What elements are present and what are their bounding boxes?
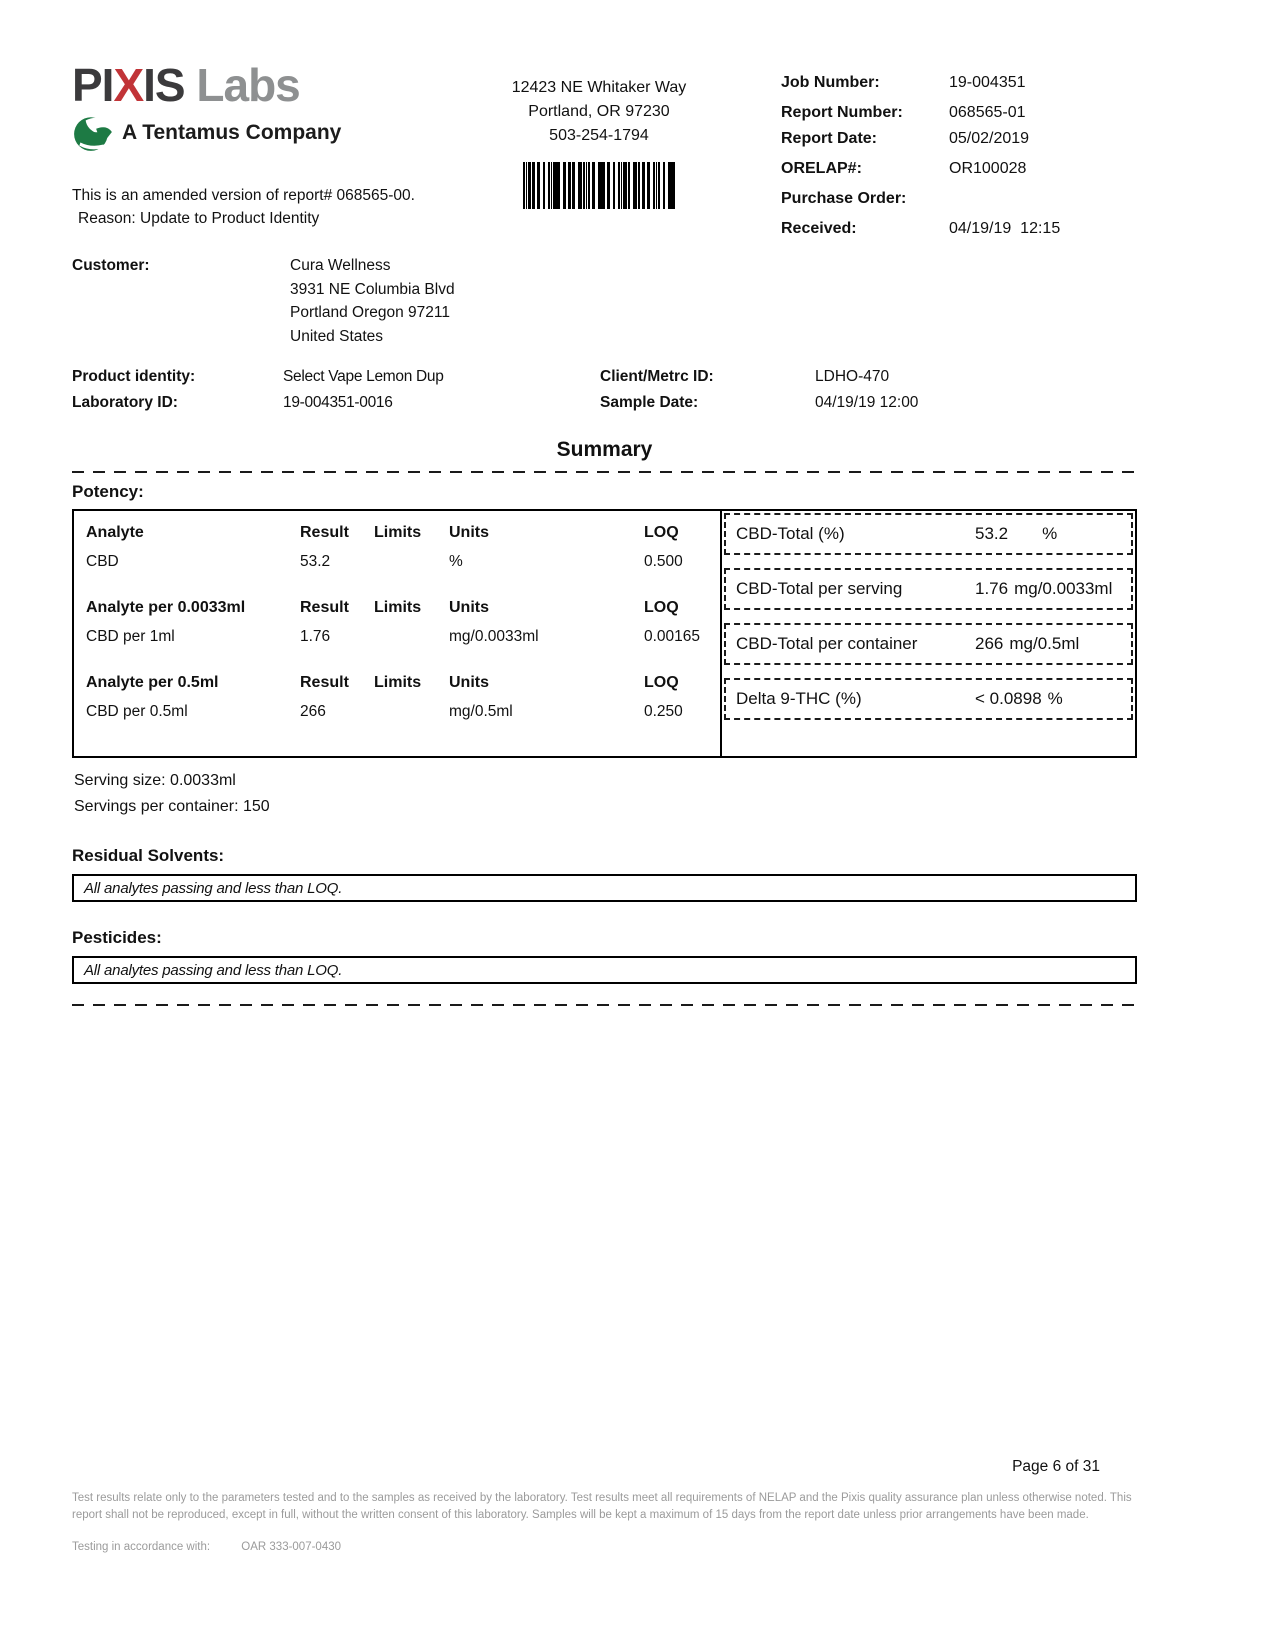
pesticides-heading: Pesticides: — [72, 928, 162, 947]
potency-data-row — [86, 702, 720, 722]
loq-value: 0.250 — [644, 703, 683, 720]
report-info-row — [781, 158, 1137, 179]
leaf-globe-icon — [72, 112, 114, 154]
logo-text-x: X — [113, 59, 144, 111]
potency-heading: Potency: — [72, 482, 144, 501]
pesticides-note: All analytes passing and less than LOQ. — [84, 961, 343, 979]
summary-title: Summary — [556, 438, 653, 461]
potency-box — [72, 509, 1137, 758]
orelap-label: ORELAP#: — [781, 160, 862, 177]
report-info-row — [781, 102, 1137, 123]
footer-disclaimer: Test results relate only to the parameters tested and to the samples as received by the laboratory. Test results meet all requirements of NELAP and the Pixis quality assurance plan unless otherwise noted. This report shall not be reproduced, except in full, without the written consent of this laboratory. Samples will be kept a maximum of 15 days from the report date unless prior arrangements have been made. — [72, 1492, 1132, 1521]
logo-block — [72, 59, 417, 230]
report-info-row — [781, 128, 1137, 149]
customer-address — [290, 254, 1137, 348]
result-value: 1.76 — [300, 628, 331, 645]
total-label: CBD-Total (%) — [736, 524, 845, 543]
total-value: 1.76 — [975, 579, 1009, 598]
job-number-label: Job Number: — [781, 74, 880, 91]
total-label: CBD-Total per container — [736, 634, 918, 653]
limits-value — [374, 552, 449, 572]
product-identity-label: Product identity: — [72, 368, 196, 385]
potency-table — [74, 511, 720, 756]
tentamus-tagline — [72, 112, 417, 154]
col-analyte: Analyte per 0.5ml — [86, 674, 219, 691]
report-number-value: 068565-01 — [949, 104, 1026, 121]
logo-text-is: IS — [143, 59, 185, 111]
total-row-cbd-total — [724, 513, 1133, 555]
report-info-row — [781, 72, 1137, 93]
potency-data-row — [86, 552, 720, 572]
limits-value — [374, 627, 449, 647]
lab-address-line2: Portland, OR 97230 — [528, 103, 670, 120]
sample-info — [72, 364, 1137, 416]
client-metrc-value: LDHO-470 — [815, 368, 890, 385]
sample-date-label: Sample Date: — [600, 394, 699, 411]
col-analyte: Analyte — [86, 524, 144, 541]
client-metrc-label: Client/Metrc ID: — [600, 368, 714, 385]
orelap-value: OR100028 — [949, 160, 1027, 177]
customer-address-line2: Portland Oregon 97211 — [290, 304, 450, 321]
laboratory-id-label: Laboratory ID: — [72, 394, 178, 411]
potency-header-row — [86, 598, 720, 618]
customer-section — [72, 254, 1137, 348]
report-header — [72, 59, 1137, 248]
amendment-line1: This is an amended version of report# 068565-00. — [72, 187, 415, 204]
limits-value — [374, 702, 449, 722]
page-number: Page 6 of 31 — [1012, 1458, 1100, 1475]
job-number-value: 19-004351 — [949, 74, 1026, 91]
customer-label: Customer: — [72, 257, 150, 274]
report-info-row — [781, 188, 1137, 209]
potency-section — [86, 523, 720, 572]
potency-header-row — [86, 673, 720, 693]
laboratory-id-value: 19-004351-0016 — [283, 394, 393, 411]
total-unit: % — [1047, 689, 1063, 708]
testing-accordance-label: Testing in accordance with: — [72, 1541, 211, 1553]
page-footer — [72, 1458, 1155, 1553]
col-loq: LOQ — [644, 524, 679, 541]
testing-accordance-line — [72, 1541, 1155, 1553]
serving-info — [72, 768, 1137, 820]
col-limits: Limits — [374, 599, 422, 616]
purchase-order-value — [949, 188, 1137, 209]
result-value: 266 — [300, 703, 326, 720]
lab-address — [417, 62, 781, 209]
customer-name: Cura Wellness — [290, 257, 391, 274]
total-unit: mg/0.5ml — [1009, 634, 1080, 653]
total-value: < 0.0898 — [975, 689, 1042, 708]
serving-size: Serving size: 0.0033ml — [74, 772, 236, 789]
total-unit: % — [1042, 524, 1058, 543]
barcode — [523, 162, 675, 209]
amendment-line2: Reason: Update to Product Identity — [78, 210, 320, 227]
total-value: 53.2 — [975, 524, 1009, 543]
col-result: Result — [300, 674, 349, 691]
pixis-logo — [72, 59, 417, 111]
result-value: 53.2 — [300, 553, 331, 570]
dashed-separator-bottom — [72, 1004, 1137, 1006]
units-value: mg/0.0033ml — [449, 628, 539, 645]
total-label: CBD-Total per serving — [736, 579, 903, 598]
potency-header-row — [86, 523, 720, 543]
col-loq: LOQ — [644, 674, 679, 691]
product-identity-value: Select Vape Lemon Dup — [283, 368, 444, 385]
lab-address-line3: 503-254-1794 — [549, 127, 649, 144]
loq-value: 0.500 — [644, 553, 683, 570]
report-info-row — [781, 218, 1137, 239]
units-value: % — [449, 553, 463, 570]
analyte-value: CBD — [86, 553, 119, 570]
col-units: Units — [449, 674, 489, 691]
total-row-cbd-per-serving — [724, 568, 1133, 610]
col-units: Units — [449, 524, 489, 541]
total-row-delta9-thc — [724, 678, 1133, 720]
tagline-text: A Tentamus Company — [122, 121, 342, 144]
lab-address-line1: 12423 NE Whitaker Way — [511, 79, 687, 96]
loq-value: 0.00165 — [644, 628, 701, 645]
report-info — [781, 62, 1137, 248]
col-result: Result — [300, 599, 349, 616]
logo-text-pi: PI — [72, 59, 114, 111]
residual-solvents-note: All analytes passing and less than LOQ. — [84, 879, 343, 897]
received-label: Received: — [781, 220, 857, 237]
col-analyte: Analyte per 0.0033ml — [86, 599, 246, 616]
total-value: 266 — [975, 634, 1004, 653]
total-row-cbd-per-container — [724, 623, 1133, 665]
col-limits: Limits — [374, 674, 422, 691]
analyte-value: CBD per 1ml — [86, 628, 175, 645]
testing-accordance-value: OAR 333-007-0430 — [241, 1541, 342, 1553]
report-number-label: Report Number: — [781, 104, 903, 121]
residual-solvents-heading: Residual Solvents: — [72, 846, 225, 865]
servings-per-container: Servings per container: 150 — [74, 798, 270, 815]
col-result: Result — [300, 524, 349, 541]
report-date-label: Report Date: — [781, 130, 878, 147]
pesticides-box — [72, 956, 1137, 984]
amendment-note — [72, 184, 417, 230]
potency-section — [86, 673, 720, 722]
units-value: mg/0.5ml — [449, 703, 513, 720]
potency-data-row — [86, 627, 720, 647]
total-label: Delta 9-THC (%) — [736, 689, 862, 708]
received-value: 04/19/19 12:15 — [949, 220, 1061, 237]
dashed-separator-top — [72, 471, 1137, 473]
analyte-value: CBD per 0.5ml — [86, 703, 188, 720]
potency-totals-panel — [720, 511, 1135, 756]
report-date-value: 05/02/2019 — [949, 130, 1030, 147]
residual-solvents-box — [72, 874, 1137, 902]
purchase-order-label: Purchase Order: — [781, 190, 907, 207]
potency-section — [86, 598, 720, 647]
col-loq: LOQ — [644, 599, 679, 616]
col-limits: Limits — [374, 524, 422, 541]
customer-address-line1: 3931 NE Columbia Blvd — [290, 280, 455, 298]
col-units: Units — [449, 599, 489, 616]
sample-date-value: 04/19/19 12:00 — [815, 394, 919, 411]
total-unit: mg/0.0033ml — [1014, 579, 1113, 598]
logo-text-labs: Labs — [184, 59, 300, 111]
customer-address-line3: United States — [290, 327, 384, 345]
